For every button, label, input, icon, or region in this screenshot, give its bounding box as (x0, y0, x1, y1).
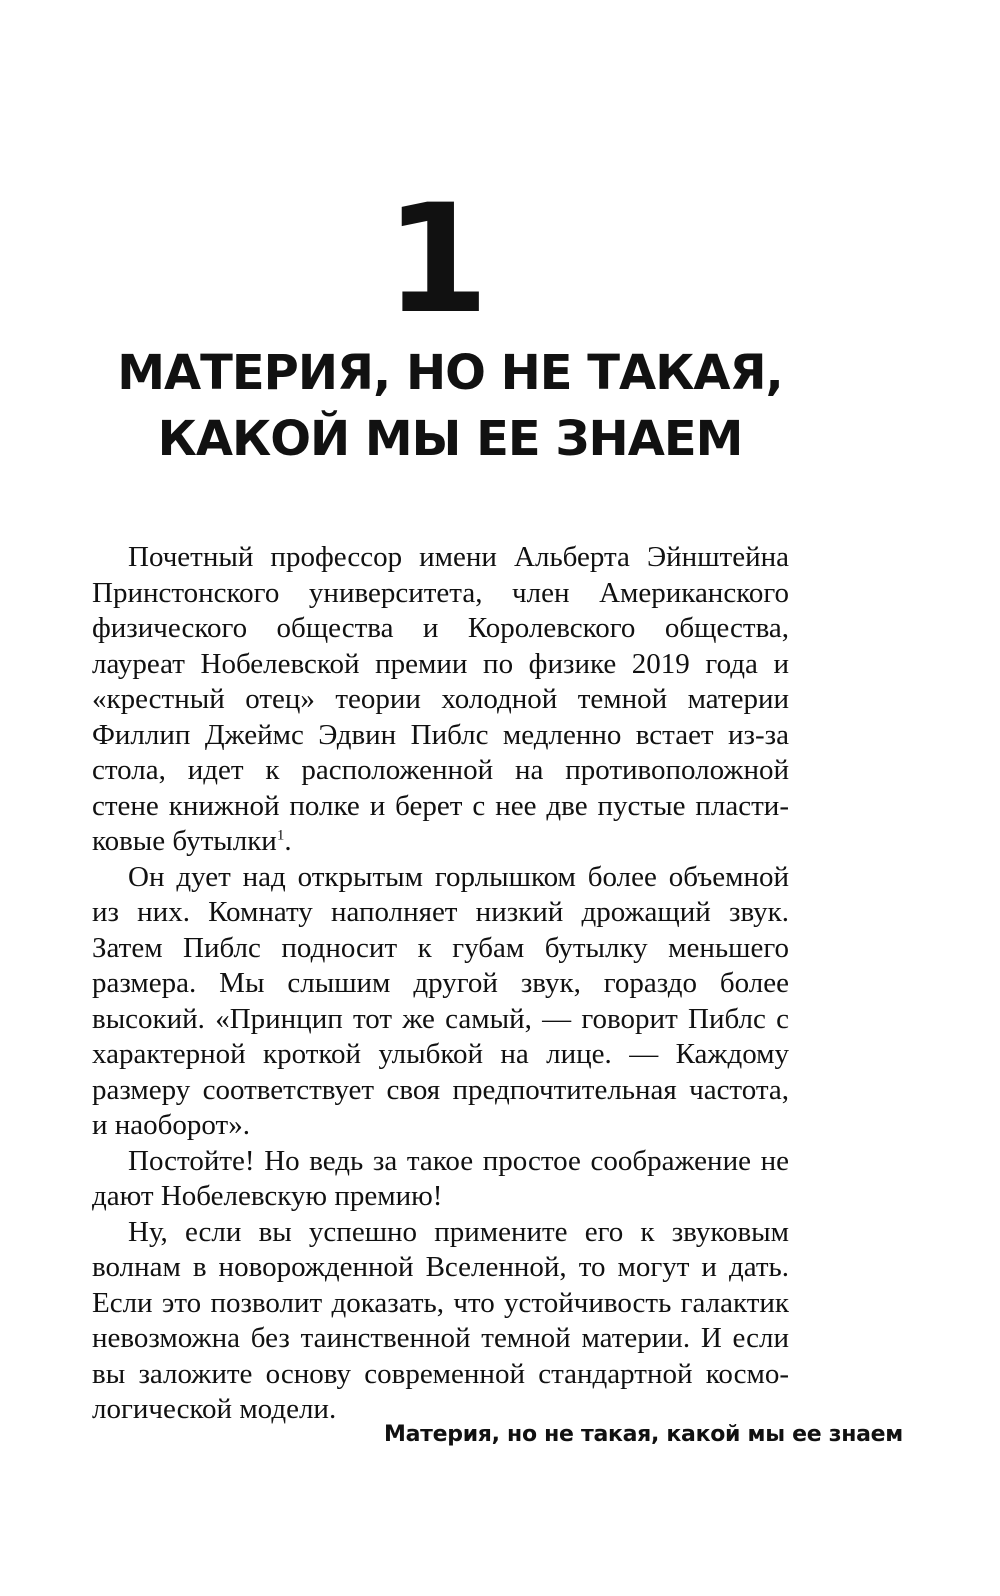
chapter-number: 1 (384, 173, 486, 347)
chapter-title (60, 340, 840, 472)
running-footer-title: Материя, но не такая, какой мы ее знаем (384, 1422, 903, 1447)
footnote-reference: 1 (276, 827, 285, 844)
chapter-title-line-1: МАТЕРИЯ, НО НЕ ТАКАЯ, (117, 345, 783, 401)
paragraph-1 (92, 540, 789, 860)
body-text (92, 540, 789, 1428)
chapter-title-line-2: КАКОЙ МЫ ЕЕ ЗНАЕМ (157, 411, 743, 467)
paragraph-1-tail: . (284, 825, 292, 857)
paragraph-2: Он дует над открытым горлышком более объемной из них. Комнату наполняет низкий дрожащий звук. Затем Пиблс подносит к губам бутылку меньшего размера. Мы слышим другой звук, гораздо более высокий. «Принцип тот же самый, — говорит Пиблс с характерной кроткой улыбкой на лице. — Каждому размеру соответствует своя предпочтительная частота, и наоборот». (92, 860, 789, 1141)
paragraph-3: Постойте! Но ведь за такое простое соображение не дают Нобелевскую премию! (92, 1144, 789, 1212)
paragraph-4: Ну, если вы успешно примените его к звуковым волнам в новорожденной Вселенной, то могут и дать. Если это позволит доказать, что устойчивость галактик невозможна без таинственной темной материи. И если вы заложите основу современной стандартной космологической модели. (92, 1215, 789, 1425)
paragraph-1-text: Почетный профессор имени Альберта Эйнштейна Принстонского университета, член Американского физического общества и Королевского общества, лауреат Нобелевской премии по физике 2019 года и «крестный отец» теории холодной темной материи Филлип Джеймс Эдвин Пиблс медленно встает из-за стола, идет к расположенной на противоположной стене книжной полке и берет с нее две пустые пластиковые бутылки (92, 541, 789, 857)
